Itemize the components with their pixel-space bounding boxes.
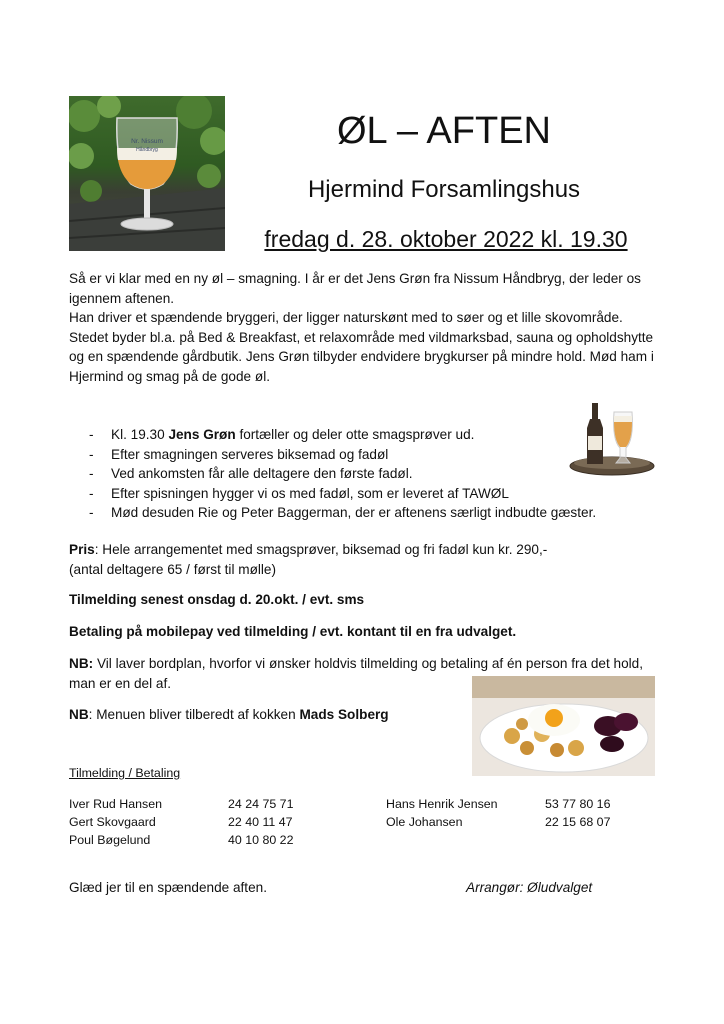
list-item: - Mød desuden Rie og Peter Baggerman, der er aftenens særligt indbudte gæster. — [87, 503, 647, 523]
organizer: Arrangør: Øludvalget — [466, 880, 593, 895]
contact-name: Ole Johansen — [386, 815, 463, 829]
intro-paragraph-2: Han driver et spændende bryggeri, der ligger naturskønt med to søer og et lille skovområde. — [69, 310, 623, 325]
glass-label-line2: Håndbryg — [136, 147, 158, 153]
chef-name: Mads Solberg — [299, 707, 389, 722]
list-item: - Efter spisningen hygger vi os med fadøl, som er leveret af TAWØL — [87, 484, 647, 504]
price-note: (antal deltagere 65 / først til mølle) — [69, 561, 276, 577]
page-title: ØL – AFTEN — [337, 110, 551, 152]
closing-greeting: Glæd jer til en spændende aften. — [69, 880, 267, 895]
biksemad-illustration — [472, 676, 655, 776]
beer-glass-photo — [69, 96, 225, 251]
contact-phone: 40 10 80 22 — [228, 833, 294, 847]
event-date: fredag d. 28. oktober 2022 kl. 19.30 — [264, 226, 628, 252]
note-label: NB — [69, 707, 89, 722]
intro-paragraph-3: Stedet byder bl.a. på Bed & Breakfast, et relaxområde med vildmarksbad, sauna og opholdshytte og en spændende gårdbutik. Jens Grøn tilbyder endvidere brygkurser på mindre hold. Mød ham i Hjermind og smag på de gode øl. — [69, 329, 654, 384]
contacts-right-names — [386, 795, 498, 831]
list-item: - Ved ankomsten får alle deltagere den første fadøl. — [87, 464, 647, 484]
note-seating: NB: Vil laver bordplan, hvorfor vi ønsker holdvis tilmelding og betaling af én person fra det hold, man er en del af. — [69, 656, 644, 691]
contact-name: Iver Rud Hansen — [69, 797, 162, 811]
price-label: Pris — [69, 542, 95, 557]
contacts-left-names — [69, 795, 162, 849]
note-label: NB: — [69, 656, 94, 671]
intro-text — [69, 269, 659, 386]
contact-name: Poul Bøgelund — [69, 833, 151, 847]
price-info: Pris: Hele arrangementet med smagsprøver, biksemad og fri fadøl kun kr. 290,- (antal deltagere 65 / først til mølle) — [69, 542, 548, 577]
food-photo — [472, 676, 655, 776]
speaker-name: Jens Grøn — [168, 427, 236, 442]
note-menu: NB: Menuen bliver tilberedt af kokken Mads Solberg — [69, 707, 389, 722]
contact-phone: 22 40 11 47 — [228, 815, 293, 829]
intro-paragraph-1: Så er vi klar med en ny øl – smagning. I år er det Jens Grøn fra Nissum Håndbryg, der leder os igennem aftenen. — [69, 271, 641, 306]
beer-glass-illustration — [69, 96, 225, 251]
list-item: - Efter smagningen serveres biksemad og fadøl — [87, 445, 647, 465]
payment-info: Betaling på mobilepay ved tilmelding / evt. kontant til en fra udvalget. — [69, 624, 517, 639]
contacts-heading: Tilmelding / Betaling — [69, 766, 181, 780]
venue-name: Hjermind Forsamlingshus — [307, 176, 581, 203]
contacts-right-phones — [545, 795, 610, 831]
contact-phone: 53 77 80 16 — [545, 797, 611, 811]
contacts-left-phones — [228, 795, 293, 849]
contact-name: Hans Henrik Jensen — [386, 797, 498, 811]
list-item: - Kl. 19.30 Jens Grøn fortæller og deler otte smagsprøver ud. — [87, 425, 647, 445]
signup-deadline: Tilmelding senest onsdag d. 20.okt. / evt. sms — [69, 592, 365, 607]
program-list — [87, 425, 647, 523]
glass-label-line1: Nr. Nissum — [131, 138, 163, 145]
contact-phone: 22 15 68 07 — [545, 815, 611, 829]
contact-phone: 24 24 75 71 — [228, 797, 294, 811]
contact-name: Gert Skovgaard — [69, 815, 156, 829]
